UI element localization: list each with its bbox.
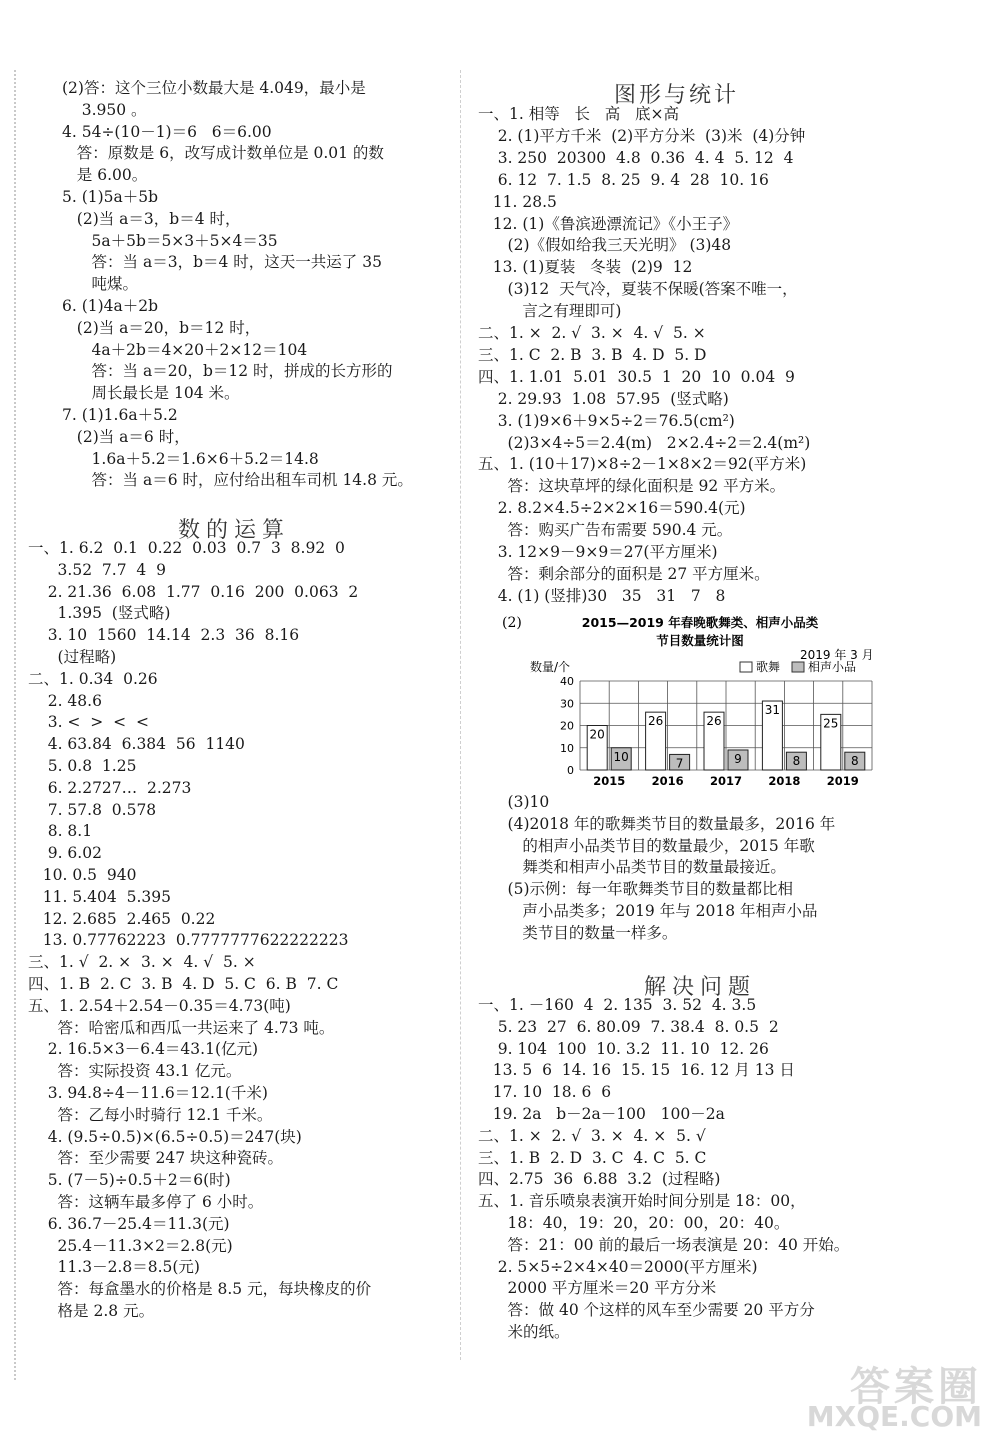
answer-line: (过程略) — [28, 648, 117, 666]
legend-label-comedy: 相声小品 — [808, 660, 857, 674]
chart-label-prefix: (2) — [502, 615, 522, 631]
answer-line: 周长最长是 104 米。 — [62, 384, 240, 403]
watermark-logo-text: 答案圈 — [850, 1364, 982, 1410]
answer-line: (5)示例：每一年歌舞类节目的数量都比相 — [478, 880, 794, 899]
answer-line: 答：原数是 6，改写成计数单位是 0.01 的数 — [62, 144, 384, 163]
answer-line: 5a＋5b＝5×3＋5×4＝35 — [62, 231, 278, 250]
answer-line: 答：当 a＝20，b＝12 时，拼成的长方形的 — [62, 362, 393, 381]
answer-line: 8. 8.1 — [28, 822, 93, 841]
answer-line: 三、1. B 2. D 3. C 4. C 5. C — [478, 1148, 707, 1167]
answer-line: 2. (1)平方千米 (2)平方分米 (3)米 (4)分钟 — [478, 126, 806, 145]
answer-line: 12. (1)《鲁滨逊漂流记》《小王子》 — [478, 214, 739, 233]
answer-line: 4. 54÷(10－1)＝6 6＝6.00 — [62, 122, 272, 141]
answer-line: 19. 2a b－2a－100 100－2a — [478, 1105, 725, 1123]
answer-line: 3.52 7.7 4 9 — [28, 560, 167, 579]
bar-value-label: 7 — [675, 756, 684, 771]
answer-line: 2. 16.5×3－6.4＝43.1(亿元) — [28, 1040, 259, 1059]
answer-line: (3)12 天气冷，夏装不保暖(答案不唯一， — [478, 280, 798, 299]
bar-value-label: 25 — [823, 716, 839, 731]
section-title-problem-solving: 解决问题 — [644, 975, 757, 1000]
answer-line: 言之有理即可) — [478, 302, 622, 321]
answer-line: 答：哈密瓜和西瓜一共运来了 4.73 吨。 — [28, 1018, 335, 1037]
answer-line: 3. 250 20300 4.8 0.36 4. 4 5. 12 4 — [478, 148, 794, 167]
bar-value-label: 9 — [734, 751, 742, 766]
answer-line: 三、1. C 2. B 3. B 4. D 5. D — [478, 345, 707, 364]
chart-title: 2015—2019 年春晚歌舞类、相声小品类 — [581, 615, 819, 630]
answer-line: 2000 平方厘米＝20 平方分米 — [478, 1279, 717, 1298]
answer-line: 10. 0.5 940 — [28, 866, 137, 884]
y-tick-label: 30 — [560, 697, 574, 711]
binding-dots — [14, 70, 16, 1380]
bar-value-label: 31 — [764, 703, 781, 718]
x-tick-label: 2019 — [826, 774, 859, 788]
answer-line: 三、1. √ 2. × 3. × 4. √ 5. × — [28, 953, 256, 972]
chart-subtitle: 节目数量统计图 — [656, 633, 744, 648]
answer-line: 6. 36.7－25.4＝11.3(元) — [28, 1214, 230, 1233]
answer-line: 2. 21.36 6.08 1.77 0.16 200 0.063 2 — [28, 582, 359, 601]
answer-line: 5. (1)5a＋5b — [62, 188, 159, 206]
watermark-url: MXQE.COM — [806, 1400, 982, 1433]
section-title-geometry-statistics: 图形与统计 — [614, 83, 740, 108]
answer-line: 12. 2.685 2.465 0.22 — [28, 909, 216, 928]
answer-line: (2)当 a＝20，b＝12 时， — [62, 318, 261, 337]
answer-line: 3. 12×9－9×9＝27(平方厘米) — [478, 543, 718, 561]
answer-line: 答：这辆车最多停了 6 小时。 — [28, 1193, 264, 1211]
answer-line: 9. 104 100 10. 3.2 11. 10 12. 26 — [478, 1039, 769, 1058]
answer-line: 3. 94.8÷4－11.6＝12.1(千米) — [28, 1084, 268, 1102]
answer-line: 舞类和相声小品类节目的数量最接近。 — [478, 858, 786, 877]
answer-line: 18：40，19：20，20：00，20：40。 — [478, 1214, 790, 1232]
answer-line: 格是 2.8 元。 — [28, 1302, 155, 1320]
bar-value-label: 26 — [706, 714, 722, 729]
x-tick-label: 2015 — [593, 774, 626, 788]
x-tick-label: 2017 — [709, 774, 743, 788]
answer-line: 3.950 。 — [62, 100, 147, 119]
answer-line: 四、2.75 36 6.88 3.2 (过程略) — [478, 1170, 721, 1189]
answer-line: 答：这块草坪的绿化面积是 92 平方米。 — [478, 477, 786, 496]
answer-line: 11. 5.404 5.395 — [28, 887, 171, 906]
y-tick-label: 10 — [560, 741, 574, 755]
answer-line: 答：购买广告布需要 590.4 元。 — [478, 521, 733, 540]
answer-line: 4. (9.5÷0.5)×(6.5÷0.5)＝247(块) — [28, 1127, 302, 1146]
chart-ylabel: 数量/个 — [530, 660, 571, 674]
legend-swatch-comedy — [792, 662, 804, 672]
section-title-operations: 数的运算 — [178, 518, 291, 543]
answer-line: 是 6.00。 — [62, 166, 148, 185]
bar-value-label: 26 — [647, 714, 664, 729]
answer-line: 7. (1)1.6a＋5.2 — [62, 406, 178, 424]
answer-line: 1.395 (竖式略) — [28, 604, 171, 623]
answer-line: 2. 48.6 — [28, 691, 102, 710]
answer-line: 的相声小品类节目的数量最少，2015 年歌 — [478, 836, 815, 855]
answer-line: 二、1. × 2. √ 3. × 4. √ 5. × — [478, 324, 706, 342]
answer-line: 11.3－2.8＝8.5(元) — [28, 1258, 200, 1277]
answer-line: 五、1. 2.54＋2.54－0.35＝4.73(吨) — [28, 996, 291, 1015]
answer-line: 5. 23 27 6. 80.09 7. 38.4 8. 0.5 2 — [478, 1017, 779, 1036]
bar-value-label: 8 — [850, 754, 859, 769]
bar-value-label: 10 — [613, 749, 629, 764]
watermark — [806, 1364, 982, 1433]
answer-line: 2. 8.2×4.5÷2×2×16＝590.4(元) — [478, 499, 746, 518]
answer-line: 11. 28.5 — [478, 192, 557, 211]
answer-line: 13. 0.77762223 0.7777777622222223 — [28, 931, 349, 950]
answer-line: 答：实际投资 43.1 亿元。 — [28, 1062, 242, 1081]
y-tick-label: 20 — [560, 719, 574, 733]
answer-line: 1.6a＋5.2＝1.6×6＋5.2＝14.8 — [62, 449, 319, 468]
answer-line: 声小品类多；2019 年与 2018 年相声小品 — [478, 902, 818, 920]
x-tick-label: 2016 — [651, 774, 684, 788]
answer-line: 3. 10 1560 14.14 2.3 36 8.16 — [28, 626, 300, 645]
answer-line: 17. 10 18. 6 6 — [478, 1083, 612, 1102]
answer-line: 6. (1)4a＋2b — [62, 297, 159, 315]
answer-line: 类节目的数量一样多。 — [478, 923, 678, 942]
answer-line: 5. (7－5)÷0.5＋2＝6(时) — [28, 1171, 231, 1190]
x-tick-label: 2018 — [768, 774, 801, 788]
answer-line: 13. (1)夏装 冬装 (2)9 12 — [478, 258, 693, 277]
answer-line: 答：每盒墨水的价格是 8.5 元，每块橡皮的价 — [28, 1280, 372, 1299]
answer-line: (2)当 a＝3，b＝4 时， — [62, 209, 241, 228]
answer-line: 二、1. × 2. √ 3. × 4. × 5. √ — [478, 1126, 706, 1145]
y-tick-label: 40 — [560, 675, 574, 688]
legend-label-song-dance: 歌舞 — [756, 660, 781, 674]
answer-line: 答：当 a＝3，b＝4 时，这天一共运了 35 — [62, 253, 382, 272]
y-tick-label: 0 — [567, 764, 574, 777]
answer-line: 7. 57.8 0.578 — [28, 800, 157, 819]
answer-line: 一、1. 6.2 0.1 0.22 0.03 0.7 3 8.92 0 — [28, 539, 345, 557]
answer-line: 四、1. 1.01 5.01 30.5 1 20 10 0.04 9 — [478, 367, 795, 386]
answer-line: 一、1. 相等 长 高 底×高 — [478, 105, 680, 123]
answer-line: 5. 0.8 1.25 — [28, 757, 137, 775]
answer-line: 2. 29.93 1.08 57.95 (竖式略) — [478, 389, 729, 408]
answer-line: 答：21：00 前的最后一场表演是 20：40 开始。 — [478, 1235, 850, 1254]
answer-line: 25.4－11.3×2＝2.8(元) — [28, 1236, 233, 1255]
column-divider — [460, 70, 461, 1360]
bar-chart — [500, 615, 890, 800]
answer-line: 4. (1) (竖排)30 35 31 7 8 — [478, 586, 726, 605]
answer-line: 答：做 40 个这样的风车至少需要 20 平方分 — [478, 1301, 815, 1320]
answer-line: 一、1. －160 4 2. 135 3. 52 4. 3.5 — [478, 996, 757, 1014]
answer-line: 五、1. 音乐喷泉表演开始时间分别是 18：00， — [478, 1192, 806, 1211]
answer-line: (4)2018 年的歌舞类节目的数量最多，2016 年 — [478, 814, 836, 833]
legend-swatch-song-dance — [740, 662, 752, 672]
answer-line: 二、1. 0.34 0.26 — [28, 669, 158, 688]
answer-line: 四、1. B 2. C 3. B 4. D 5. C 6. B 7. C — [28, 975, 339, 993]
answer-line: 答：至少需要 247 块这种瓷砖。 — [28, 1149, 284, 1168]
answer-line: 答：乙每小时骑行 12.1 千米。 — [28, 1105, 273, 1124]
answer-line: 6. 12 7. 1.5 8. 25 9. 4 28 10. 16 — [478, 170, 769, 189]
answer-line: 答：当 a＝6 时，应付给出租车司机 14.8 元。 — [62, 471, 413, 490]
answer-line: (2)当 a＝6 时， — [62, 427, 190, 446]
answer-line: 4a＋2b＝4×20＋2×12＝104 — [62, 340, 308, 359]
answer-line: 米的纸。 — [478, 1323, 570, 1341]
answer-line: 9. 6.02 — [28, 844, 102, 863]
answer-line: 吨煤。 — [62, 275, 139, 294]
answer-line: 3. < > < < — [28, 713, 149, 732]
answer-line: 6. 2.2727… 2.273 — [28, 778, 192, 797]
answer-line: 五、1. (10＋17)×8÷2－1×8×2＝92(平方米) — [478, 455, 807, 474]
answer-line: (3)10 — [478, 793, 550, 811]
answer-line: 答：剩余部分的面积是 27 平方厘米。 — [478, 564, 770, 583]
answer-line: 4. 63.84 6.384 56 1140 — [28, 735, 245, 754]
answer-line: (2)3×4÷5＝2.4(m) 2×2.4÷2＝2.4(m²) — [478, 433, 811, 452]
answer-line: (2)《假如给我三天光明》 (3)48 — [478, 236, 732, 255]
chart-date: 2019 年 3 月 — [800, 648, 874, 662]
answer-line: (2)答：这个三位小数最大是 4.049，最小是 — [62, 79, 366, 97]
bar-value-label: 8 — [792, 754, 801, 769]
bar-value-label: 20 — [589, 727, 605, 742]
answer-line: 13. 5 6 14. 16 15. 15 16. 12 月 13 日 — [478, 1061, 795, 1080]
answer-line: 3. (1)9×6＋9×5÷2＝76.5(cm²) — [478, 411, 735, 430]
answer-line: 2. 5×5÷2×4×40＝2000(平方厘米) — [478, 1257, 758, 1276]
